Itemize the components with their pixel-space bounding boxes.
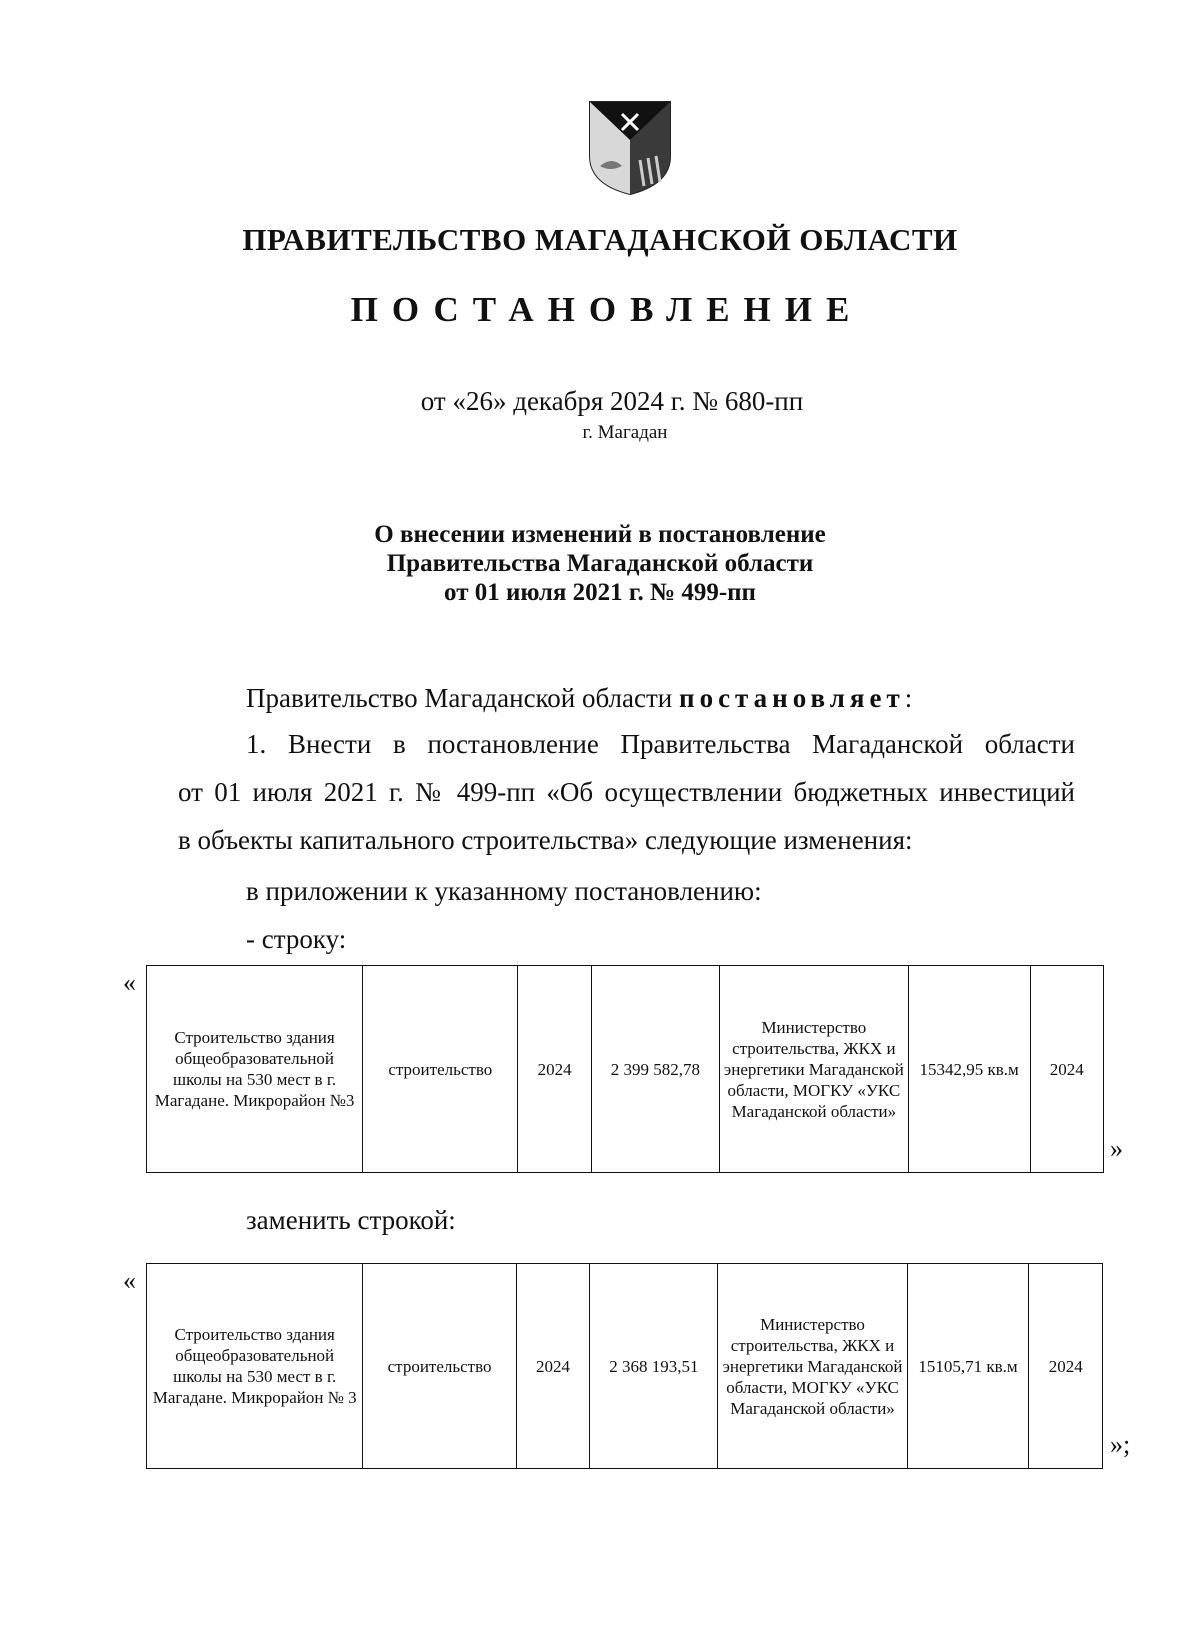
new-row-table bbox=[146, 1263, 1103, 1469]
item-1-line: от 01 июля 2021 г. № 499-пп «Об осуществлении бюджетных инвестиций bbox=[178, 777, 1075, 807]
subject-line: от 01 июля 2021 г. № 499-пп bbox=[444, 579, 756, 606]
year-end-cell: 2024 bbox=[1030, 966, 1103, 1173]
work-type-cell: строительство bbox=[363, 1264, 516, 1469]
closing-quote: »; bbox=[1110, 1430, 1131, 1459]
year-start-cell: 2024 bbox=[516, 1264, 590, 1469]
coat-of-arms-icon bbox=[588, 100, 672, 196]
table-row bbox=[147, 1264, 1103, 1469]
document-city: г. Магадан bbox=[582, 422, 668, 443]
year-start-cell: 2024 bbox=[518, 966, 591, 1173]
old-row-table bbox=[146, 965, 1104, 1173]
intro-paragraph bbox=[246, 682, 912, 714]
cost-cell: 2 399 582,78 bbox=[591, 966, 719, 1173]
object-name-cell: Строительство здания общеобразовательной школы на 530 мест в г. Магадане. Микрорайон № 3 bbox=[147, 1264, 363, 1469]
item-1-line: 1. Внести в постановление Правительства Магаданской области bbox=[246, 729, 1075, 759]
opening-quote: « bbox=[123, 968, 136, 997]
document-subject bbox=[0, 520, 1200, 607]
capacity-cell: 15342,95 кв.м bbox=[908, 966, 1030, 1173]
capacity-cell: 15105,71 кв.м bbox=[907, 1264, 1029, 1469]
document-type: ПОСТАНОВЛЕНИЕ bbox=[350, 290, 864, 329]
subject-line: Правительства Магаданской области bbox=[386, 550, 814, 577]
replace-label: заменить строкой: bbox=[246, 1205, 456, 1235]
organization-title: ПРАВИТЕЛЬСТВО МАГАДАНСКОЙ ОБЛАСТИ bbox=[242, 222, 958, 257]
table-row bbox=[147, 966, 1104, 1173]
document-date-number: от «26» декабря 2024 г. № 680-пп bbox=[420, 386, 804, 416]
intro-prefix: Правительство Магаданской области bbox=[246, 683, 680, 713]
object-name-cell: Строительство здания общеобразовательной школы на 530 мест в г. Магадане. Микрорайон №3 bbox=[147, 966, 363, 1173]
customer-cell: Министерство строительства, ЖКХ и энергетики Магаданской области, МОГКУ «УКС Магаданской области» bbox=[718, 1264, 907, 1469]
row-label: - строку: bbox=[246, 924, 347, 954]
item-1-paragraph bbox=[178, 728, 1075, 872]
subject-line: О внесении изменений в постановление bbox=[374, 521, 826, 548]
item-1-line: в объекты капитального строительства» следующие изменения: bbox=[178, 825, 913, 855]
customer-cell: Министерство строительства, ЖКХ и энергетики Магаданской области, МОГКУ «УКС Магаданской области» bbox=[719, 966, 908, 1173]
intro-verb: постановляет bbox=[679, 683, 905, 713]
work-type-cell: строительство bbox=[363, 966, 518, 1173]
intro-suffix: : bbox=[904, 683, 913, 713]
cost-cell: 2 368 193,51 bbox=[590, 1264, 718, 1469]
year-end-cell: 2024 bbox=[1029, 1264, 1103, 1469]
appendix-line: в приложении к указанному постановлению: bbox=[246, 876, 762, 906]
opening-quote: « bbox=[123, 1266, 136, 1295]
closing-quote: » bbox=[1110, 1134, 1123, 1163]
